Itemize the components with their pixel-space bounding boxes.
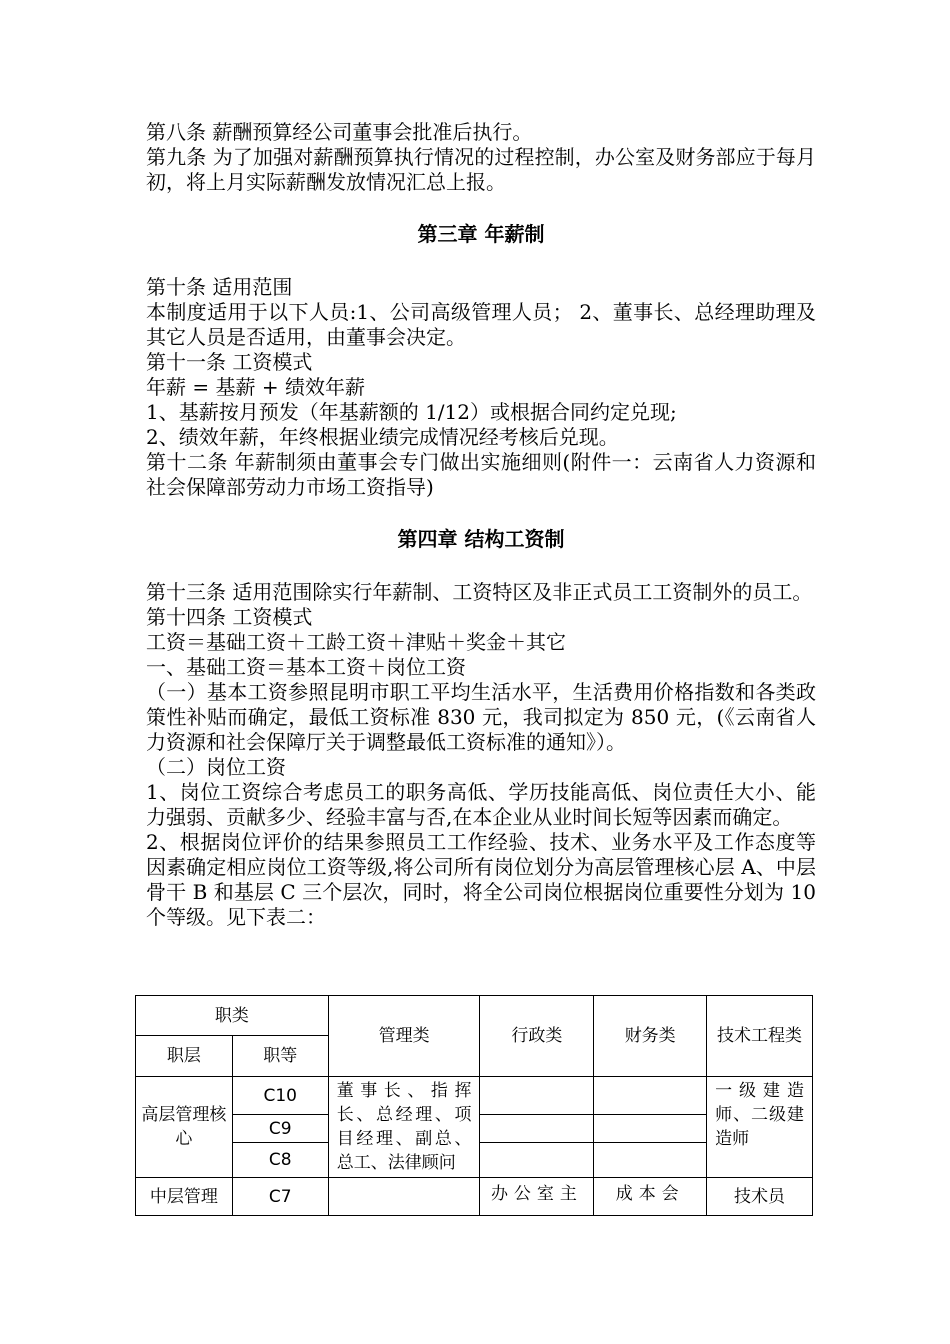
position-grade-table xyxy=(135,995,813,1216)
header-management: 管理类 xyxy=(328,996,480,1077)
senior-admin-c10 xyxy=(480,1077,594,1115)
article-10: 第十条 适用范围 xyxy=(146,275,293,299)
performance-pay-rule: 2、绩效年薪，年终根据业绩完成情况经考核后兑现。 xyxy=(146,425,619,449)
salary-formula: 年薪 = 基薪 + 绩效年薪 xyxy=(146,375,365,399)
article-9: 第九条 为了加强对薪酬预算执行情况的过程控制，办公室及财务部应于每月初，将上月实际薪酬发放情况汇总上报。 xyxy=(146,145,816,194)
chapter-4-heading: 第四章 结构工资制 xyxy=(397,527,565,551)
senior-management-positions: 董事长、指挥长、总经理、项目经理、副总、总工、法律顾问 xyxy=(328,1077,480,1178)
header-layer: 职层 xyxy=(136,1036,233,1077)
senior-finance-c8 xyxy=(594,1143,707,1178)
mid-technical-position: 技术员 xyxy=(707,1178,813,1216)
grade-c8: C8 xyxy=(232,1143,328,1178)
mid-admin-position: 办公室主 xyxy=(480,1178,594,1216)
article-12: 第十二条 年薪制须由董事会专门做出实施细则(附件一：云南省人力资源和社会保障部劳动力市场工资指导) xyxy=(146,450,816,499)
header-grade: 职等 xyxy=(232,1036,328,1077)
article-8: 第八条 薪酬预算经公司董事会批准后执行。 xyxy=(146,120,533,144)
senior-finance-c10 xyxy=(594,1077,707,1115)
grade-c7: C7 xyxy=(232,1178,328,1216)
senior-finance-c9 xyxy=(594,1115,707,1143)
senior-layer-cell: 高层管理核心 xyxy=(136,1077,233,1178)
senior-admin-c9 xyxy=(480,1115,594,1143)
position-wage-item-2: 2、根据岗位评价的结果参照员工工作经验、技术、业务水平及工作态度等因素确定相应岗位工资等级,将公司所有岗位划分为高层管理核心层 A、中层骨干 B 和基层 C 三个层次，同时，将全公司岗位根据岗位重要性分划为 10 个等级。见下表二： xyxy=(146,830,816,929)
article-10-body: 本制度适用于以下人员:1、公司高级管理人员； 2、董事长、总经理助理及其它人员是否适用，由董事会决定。 xyxy=(146,300,816,349)
header-finance: 财务类 xyxy=(594,996,707,1077)
mid-finance-position: 成本会 xyxy=(594,1178,707,1216)
basic-wage-desc: （一）基本工资参照昆明市职工平均生活水平，生活费用价格指数和各类政策性补贴而确定，最低工资标准 830 元，我司拟定为 850 元，(《云南省人力资源和社会保障厅关于调整最低工资标准的通知》）。 xyxy=(146,680,816,754)
header-administration: 行政类 xyxy=(480,996,594,1077)
grade-c9: C9 xyxy=(232,1115,328,1143)
article-13: 第十三条 适用范围除实行年薪制、工资特区及非正式员工工资制外的员工。 xyxy=(146,580,813,604)
basic-wage-formula: 一、基础工资＝基本工资＋岗位工资 xyxy=(146,655,466,679)
header-technical: 技术工程类 xyxy=(707,996,813,1077)
chapter-3-heading: 第三章 年薪制 xyxy=(417,222,545,246)
document-body xyxy=(146,120,816,930)
senior-technical-positions: 一级建造师、二级建造师 xyxy=(707,1077,813,1178)
senior-admin-c8 xyxy=(480,1143,594,1178)
position-wage-item-1: 1、岗位工资综合考虑员工的职务高低、学历技能高低、岗位责任大小、能力强弱、贡献多少、经验丰富与否,在本企业从业时间长短等因素而确定。 xyxy=(146,780,816,829)
article-11: 第十一条 工资模式 xyxy=(146,350,313,374)
grade-c10: C10 xyxy=(232,1077,328,1115)
base-pay-rule: 1、基薪按月预发（年基薪额的 1/12）或根据合同约定兑现; xyxy=(146,400,677,424)
article-14: 第十四条 工资模式 xyxy=(146,605,313,629)
mid-layer-cell: 中层管理 xyxy=(136,1178,233,1216)
mid-management xyxy=(328,1178,480,1216)
wage-formula: 工资＝基础工资＋工龄工资＋津贴＋奖金＋其它 xyxy=(146,630,566,654)
header-category: 职类 xyxy=(136,996,329,1036)
position-wage-heading: （二）岗位工资 xyxy=(146,755,286,779)
